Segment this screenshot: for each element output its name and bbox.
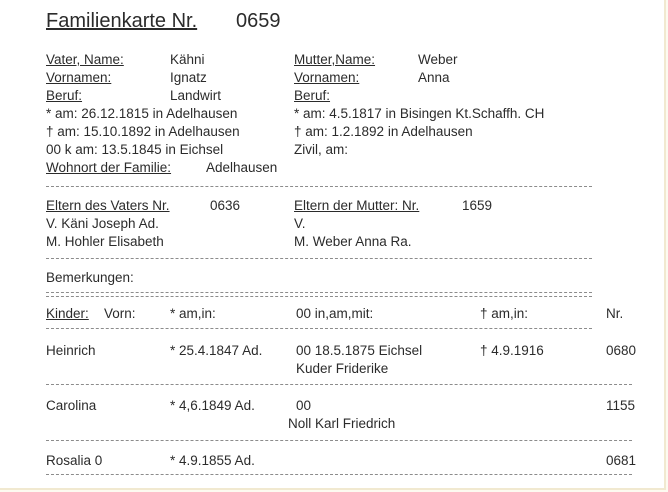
father-parents-nr: 0636 <box>210 198 241 213</box>
separator <box>46 292 592 293</box>
child-born: * 4,6.1849 Ad. <box>170 398 255 413</box>
child-married: 00 <box>296 398 312 413</box>
residence-label: Wohnort der Familie: <box>46 160 172 175</box>
father-parents-label: Eltern des Vaters Nr. <box>46 198 170 213</box>
child-spouse: Noll Karl Friedrich <box>288 416 396 431</box>
separator <box>46 328 592 329</box>
child-nr: 0680 <box>606 343 637 358</box>
residence-value: Adelhausen <box>206 160 278 175</box>
mother-name-label: Mutter,Name: <box>294 52 376 67</box>
child-nr: 1155 <box>606 398 636 413</box>
mother-name: Weber <box>418 52 458 67</box>
child-died: † 4.9.1916 <box>480 343 544 358</box>
children-col-born: * am,in: <box>170 306 216 321</box>
separator <box>46 258 592 259</box>
child-name: Heinrich <box>46 343 96 358</box>
mother-job-label: Beruf: <box>294 88 331 103</box>
marriage-date: 00 k am: 13.5.1845 in Eichsel <box>46 142 224 157</box>
child-nr: 0681 <box>606 453 637 468</box>
children-col-died: † am,in: <box>480 306 529 321</box>
child-born: * 25.4.1847 Ad. <box>170 343 263 358</box>
father-job: Landwirt <box>170 88 222 103</box>
child-name: Carolina <box>46 398 97 413</box>
children-col-married: 00 in,am,mit: <box>296 306 374 321</box>
mother-born: * am: 4.5.1817 in Bisingen Kt.Schaffh. CH <box>294 106 545 121</box>
mother-parents-nr: 1659 <box>462 198 493 213</box>
child-spouse: Kuder Friderike <box>296 361 389 376</box>
father-job-label: Beruf: <box>46 88 83 103</box>
children-col-nr: Nr. <box>606 306 624 321</box>
father-first-label: Vornamen: <box>46 70 112 85</box>
separator <box>46 474 632 475</box>
mother-first-label: Vornamen: <box>294 70 360 85</box>
child-name: Rosalia 0 <box>46 453 103 468</box>
separator <box>46 296 592 297</box>
father-born: * am: 26.12.1815 in Adelhausen <box>46 106 238 121</box>
mother-parents-label: Eltern der Mutter: Nr. <box>294 198 420 213</box>
father-parents-m: M. Hohler Elisabeth <box>46 234 164 249</box>
father-died: † am: 15.10.1892 in Adelhausen <box>46 124 240 139</box>
mother-parents-m: M. Weber Anna Ra. <box>294 234 412 249</box>
separator <box>46 440 632 441</box>
mother-first: Anna <box>418 70 450 85</box>
father-parents-v: V. Käni Joseph Ad. <box>46 216 159 231</box>
father-name-label: Vater, Name: <box>46 52 124 67</box>
card-number: 0659 <box>236 10 281 32</box>
child-born: * 4.9.1855 Ad. <box>170 453 255 468</box>
father-name: Kähni <box>170 52 205 67</box>
remarks-label: Bemerkungen: <box>46 270 134 285</box>
child-married: 00 18.5.1875 Eichsel <box>296 343 423 358</box>
children-col-first-name: Vorn: <box>104 306 136 321</box>
mother-parents-v: V. <box>294 216 306 231</box>
civil-marriage: Zivil, am: <box>294 142 348 157</box>
mother-died: † am: 1.2.1892 in Adelhausen <box>294 124 473 139</box>
father-first: Ignatz <box>170 70 207 85</box>
separator <box>46 186 592 187</box>
children-label: Kinder: <box>46 306 89 321</box>
card-title: Familienkarte Nr. <box>46 10 198 32</box>
separator <box>46 384 632 385</box>
